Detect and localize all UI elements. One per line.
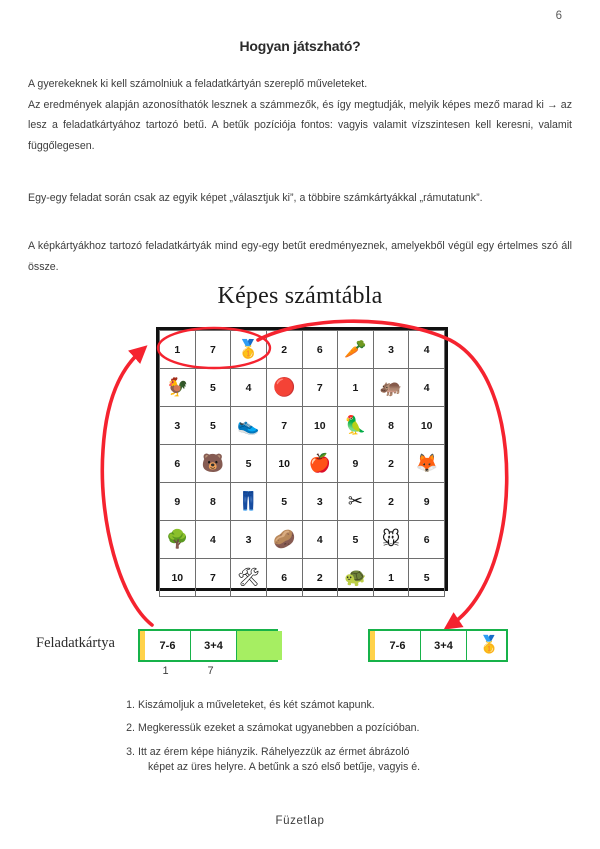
grid-row — [160, 331, 445, 369]
grid-cell-image[interactable] — [338, 407, 374, 445]
shovel-icon: 🛠 — [237, 566, 260, 588]
grid-cell-number[interactable]: 2 — [373, 483, 409, 521]
grid-row — [160, 445, 445, 483]
step-item — [120, 698, 520, 713]
result-value-2: 7 — [207, 665, 214, 677]
grid-cell-number[interactable]: 8 — [195, 483, 231, 521]
grid-cell-image[interactable] — [231, 331, 267, 369]
grid-cell-image[interactable] — [338, 483, 374, 521]
intro-paragraph-3-text: A képkártyákhoz tartozó feladatkártyák mind egy-egy betűt eredményeznek, amelyekből végül egy értelmes szó áll össze. — [28, 240, 572, 273]
medal-icon: 🥇 — [237, 338, 260, 360]
grid-cell-number[interactable]: 7 — [195, 559, 231, 597]
grid-cell-image[interactable] — [160, 521, 196, 559]
apple-icon: 🍎 — [308, 452, 332, 474]
parrot-icon: 🦜 — [344, 414, 367, 436]
grid-row — [160, 369, 445, 407]
grid-cell-number[interactable]: 4 — [409, 369, 445, 407]
step-item — [120, 745, 520, 776]
grid-cell-number[interactable]: 10 — [409, 407, 445, 445]
turtle-icon: 🐢 — [344, 566, 367, 588]
step-number: 1. — [126, 699, 135, 711]
task-card-left-results — [138, 665, 278, 677]
medal-icon: 🥇 — [478, 635, 501, 655]
ball-icon: 🔴 — [272, 376, 296, 398]
grid-cell-number[interactable]: 5 — [409, 559, 445, 597]
grid-cell-number[interactable]: 3 — [160, 407, 196, 445]
grid-cell-number[interactable]: 3 — [231, 521, 267, 559]
step-text-main: Megkeressük ezeket a számokat ugyanebben a pozícióban. — [138, 722, 420, 735]
scissors-icon: ✂ — [347, 490, 363, 512]
intro-line-2: Az eredmények alapján azonosíthatók lesznek a számmezők, és így megtudják, melyik képes mező marad ki → az lesz a feladatkártyához tartozó betű. A betűk pozíciója fontos: vagyis valamit vízszintesen kell keresni, valamit függőlegesen. — [28, 98, 572, 152]
grid-cell-image[interactable] — [373, 521, 409, 559]
shoe-icon: 👟 — [237, 414, 260, 436]
grid-cell-number[interactable]: 5 — [195, 407, 231, 445]
carrot-icon: 🥕 — [344, 338, 367, 360]
grid-cell-number[interactable]: 10 — [266, 445, 302, 483]
intro-paragraph-2 — [28, 188, 572, 209]
step-item — [120, 721, 520, 736]
grid-cell-image[interactable] — [373, 369, 409, 407]
grid-cell-number[interactable]: 5 — [266, 483, 302, 521]
intro-paragraph-3 — [28, 236, 572, 277]
number-grid — [159, 330, 445, 597]
grid-cell-image[interactable] — [409, 445, 445, 483]
grid-row — [160, 559, 445, 597]
result-value-1: 1 — [162, 665, 169, 677]
grid-cell-number[interactable]: 6 — [160, 445, 196, 483]
grid-row — [160, 483, 445, 521]
step-text — [138, 745, 520, 776]
card-right-cell-1[interactable]: 7-6 — [375, 631, 421, 660]
bear-icon: 🐻 — [201, 452, 225, 474]
step-text — [138, 721, 520, 736]
grid-cell-image[interactable] — [231, 407, 267, 445]
jeans-icon: 👖 — [237, 490, 260, 512]
grid-cell-number[interactable]: 10 — [302, 407, 338, 445]
task-card-left[interactable] — [138, 629, 278, 662]
step-text-main: Itt az érem képe hiányzik. Ráhelyezzük az érmet ábrázoló — [138, 745, 410, 758]
grid-cell-number[interactable]: 3 — [373, 331, 409, 369]
intro-line-1: A gyerekeknek ki kell számolniuk a feladatkártyán szereplő műveleteket. — [28, 78, 368, 90]
grid-cell-image[interactable] — [195, 445, 231, 483]
grid-cell-number[interactable]: 1 — [373, 559, 409, 597]
arrow-left — [102, 352, 152, 625]
grid-cell-number[interactable]: 7 — [195, 331, 231, 369]
grid-cell-number[interactable]: 6 — [409, 521, 445, 559]
grid-cell-number[interactable]: 7 — [302, 369, 338, 407]
grid-row — [160, 521, 445, 559]
grid-cell-image[interactable] — [266, 521, 302, 559]
grid-cell-image[interactable] — [266, 369, 302, 407]
grid-row — [160, 407, 445, 445]
grid-cell-number[interactable]: 4 — [231, 369, 267, 407]
grid-cell-image[interactable] — [338, 559, 374, 597]
section-title: Képes számtábla — [217, 283, 383, 309]
grid-cell-number[interactable]: 9 — [409, 483, 445, 521]
grid-cell-number[interactable]: 1 — [160, 331, 196, 369]
grid-cell-number[interactable]: 1 — [338, 369, 374, 407]
grid-cell-number[interactable]: 6 — [302, 331, 338, 369]
number-grid-container — [156, 327, 448, 591]
step-number: 2. — [126, 722, 135, 735]
page-number: 6 — [555, 10, 562, 22]
step-number: 3. — [126, 745, 135, 758]
grid-cell-number[interactable]: 4 — [195, 521, 231, 559]
grid-cell-image[interactable] — [231, 483, 267, 521]
grid-cell-image[interactable] — [302, 445, 338, 483]
card-right-cell-3[interactable] — [467, 631, 512, 660]
grid-cell-number[interactable]: 9 — [338, 445, 374, 483]
rooster-icon: 🐓 — [166, 376, 189, 398]
grid-cell-number[interactable]: 7 — [266, 407, 302, 445]
grid-cell-number[interactable]: 6 — [266, 559, 302, 597]
task-card-label: Feladatkártya — [36, 635, 115, 651]
task-card-right[interactable] — [368, 629, 508, 662]
tree-icon: 🌳 — [166, 528, 189, 550]
grid-cell-number[interactable]: 2 — [266, 331, 302, 369]
grid-cell-number[interactable]: 3 — [302, 483, 338, 521]
grid-cell-number[interactable]: 10 — [160, 559, 196, 597]
grid-cell-number[interactable]: 8 — [373, 407, 409, 445]
grid-cell-number[interactable]: 4 — [302, 521, 338, 559]
grid-cell-number[interactable]: 4 — [409, 331, 445, 369]
grid-cell-number[interactable]: 5 — [231, 445, 267, 483]
grid-cell-number[interactable]: 2 — [302, 559, 338, 597]
card-right-cell-2[interactable]: 3+4 — [421, 631, 467, 660]
step-text — [138, 698, 520, 713]
intro-paragraph-1 — [28, 74, 572, 157]
mouse-icon: 🐭 — [381, 528, 401, 550]
grid-cell-image[interactable] — [160, 369, 196, 407]
grid-cell-number[interactable]: 9 — [160, 483, 196, 521]
page-footer: Füzetlap — [275, 815, 325, 827]
fox-icon: 🦊 — [415, 452, 438, 474]
card-left-cell-2[interactable]: 3+4 — [191, 631, 237, 660]
grid-cell-number[interactable]: 5 — [195, 369, 231, 407]
card-left-cell-3-blank[interactable] — [237, 631, 282, 660]
intro-paragraph-2-text: Egy-egy feladat során csak az egyik képet „választjuk ki”, a többire számkártyákkal „rámutatunk”. — [28, 192, 483, 204]
step-text-main: Kiszámoljuk a műveleteket, és két számot kapunk. — [138, 699, 375, 711]
steps-list — [120, 698, 520, 783]
hippo-icon: 🦛 — [379, 376, 403, 398]
step-text-continued: képet az üres helyre. A betűnk a szó első betűje, vagyis é. — [148, 761, 421, 774]
grid-cell-number[interactable]: 5 — [338, 521, 374, 559]
grid-cell-image[interactable] — [338, 331, 374, 369]
card-left-cell-1[interactable]: 7-6 — [145, 631, 191, 660]
page-title: Hogyan játszható? — [239, 38, 361, 54]
grid-cell-number[interactable]: 2 — [373, 445, 409, 483]
grid-cell-image[interactable] — [231, 559, 267, 597]
potato-icon: 🥔 — [272, 528, 296, 550]
